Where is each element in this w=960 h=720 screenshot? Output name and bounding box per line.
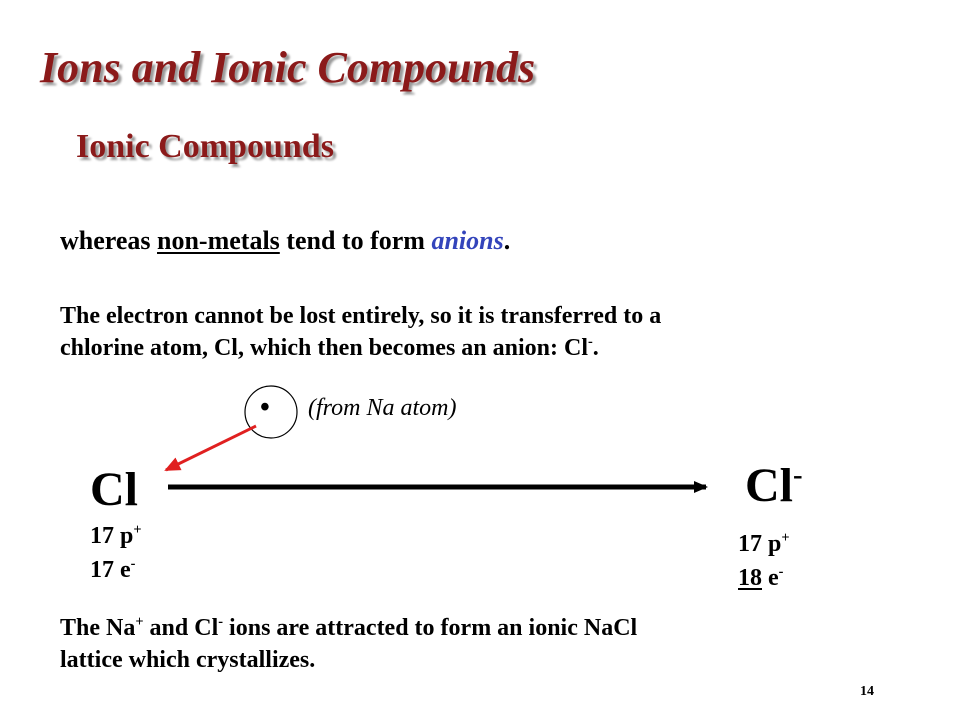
statement-middle: tend to form	[279, 226, 432, 255]
lattice-line-2: lattice which crystallizes.	[60, 647, 316, 674]
lattice-text-a: The Na	[60, 615, 136, 641]
reactant-electrons	[90, 554, 142, 588]
slide-title: Ions and Ionic Compounds	[40, 43, 536, 92]
chloride-charge: -	[588, 334, 593, 351]
statement-prefix: whereas	[60, 226, 158, 255]
reactant-electrons-label: 17 e	[90, 556, 131, 583]
lattice-paragraph	[60, 612, 637, 677]
electron-circle	[245, 386, 297, 438]
anions-term: anions	[431, 226, 504, 255]
paragraph-line-2-text: chlorine atom, Cl, which then becomes an anion: Cl	[60, 335, 588, 362]
paragraph-line-2-end: .	[592, 335, 599, 362]
product-symbol-text: Cl	[745, 459, 793, 512]
product-symbol	[745, 459, 803, 512]
product-counts	[738, 528, 790, 595]
reactant-protons	[90, 520, 142, 554]
reactant-symbol: Cl	[90, 463, 138, 516]
non-metals-term: non-metals	[157, 226, 280, 255]
product-electron-count: 18	[738, 564, 762, 591]
lattice-text-b: and Cl	[143, 615, 219, 641]
statement-suffix: .	[503, 226, 511, 255]
paragraph-line-1: The electron cannot be lost entirely, so it is transferred to a	[60, 303, 662, 329]
product-protons-charge: +	[781, 530, 790, 546]
chloride-charge-2: -	[218, 614, 224, 630]
product-protons	[738, 528, 790, 562]
reactant-protons-charge: +	[133, 522, 142, 538]
reactant-protons-label: 17 p	[90, 523, 134, 549]
electron-transfer-arrow	[166, 426, 256, 470]
lattice-text-c: ions are attracted to form an ionic NaCl	[223, 615, 638, 641]
product-charge: -	[793, 459, 803, 491]
product-electrons-charge: -	[778, 563, 784, 580]
page-number: 14	[860, 684, 874, 699]
product-electrons-unit: e	[762, 564, 779, 591]
electron-dot-icon: •	[260, 392, 270, 423]
lattice-line-1	[60, 612, 637, 644]
from-na-note: (from Na atom)	[308, 395, 457, 421]
reactant-counts	[90, 520, 142, 587]
sodium-charge: +	[135, 614, 144, 630]
slide-subtitle: Ionic Compounds	[76, 128, 334, 165]
product-protons-label: 17 p	[738, 531, 782, 557]
reactant-electrons-charge: -	[130, 555, 136, 572]
product-electrons	[738, 562, 790, 596]
